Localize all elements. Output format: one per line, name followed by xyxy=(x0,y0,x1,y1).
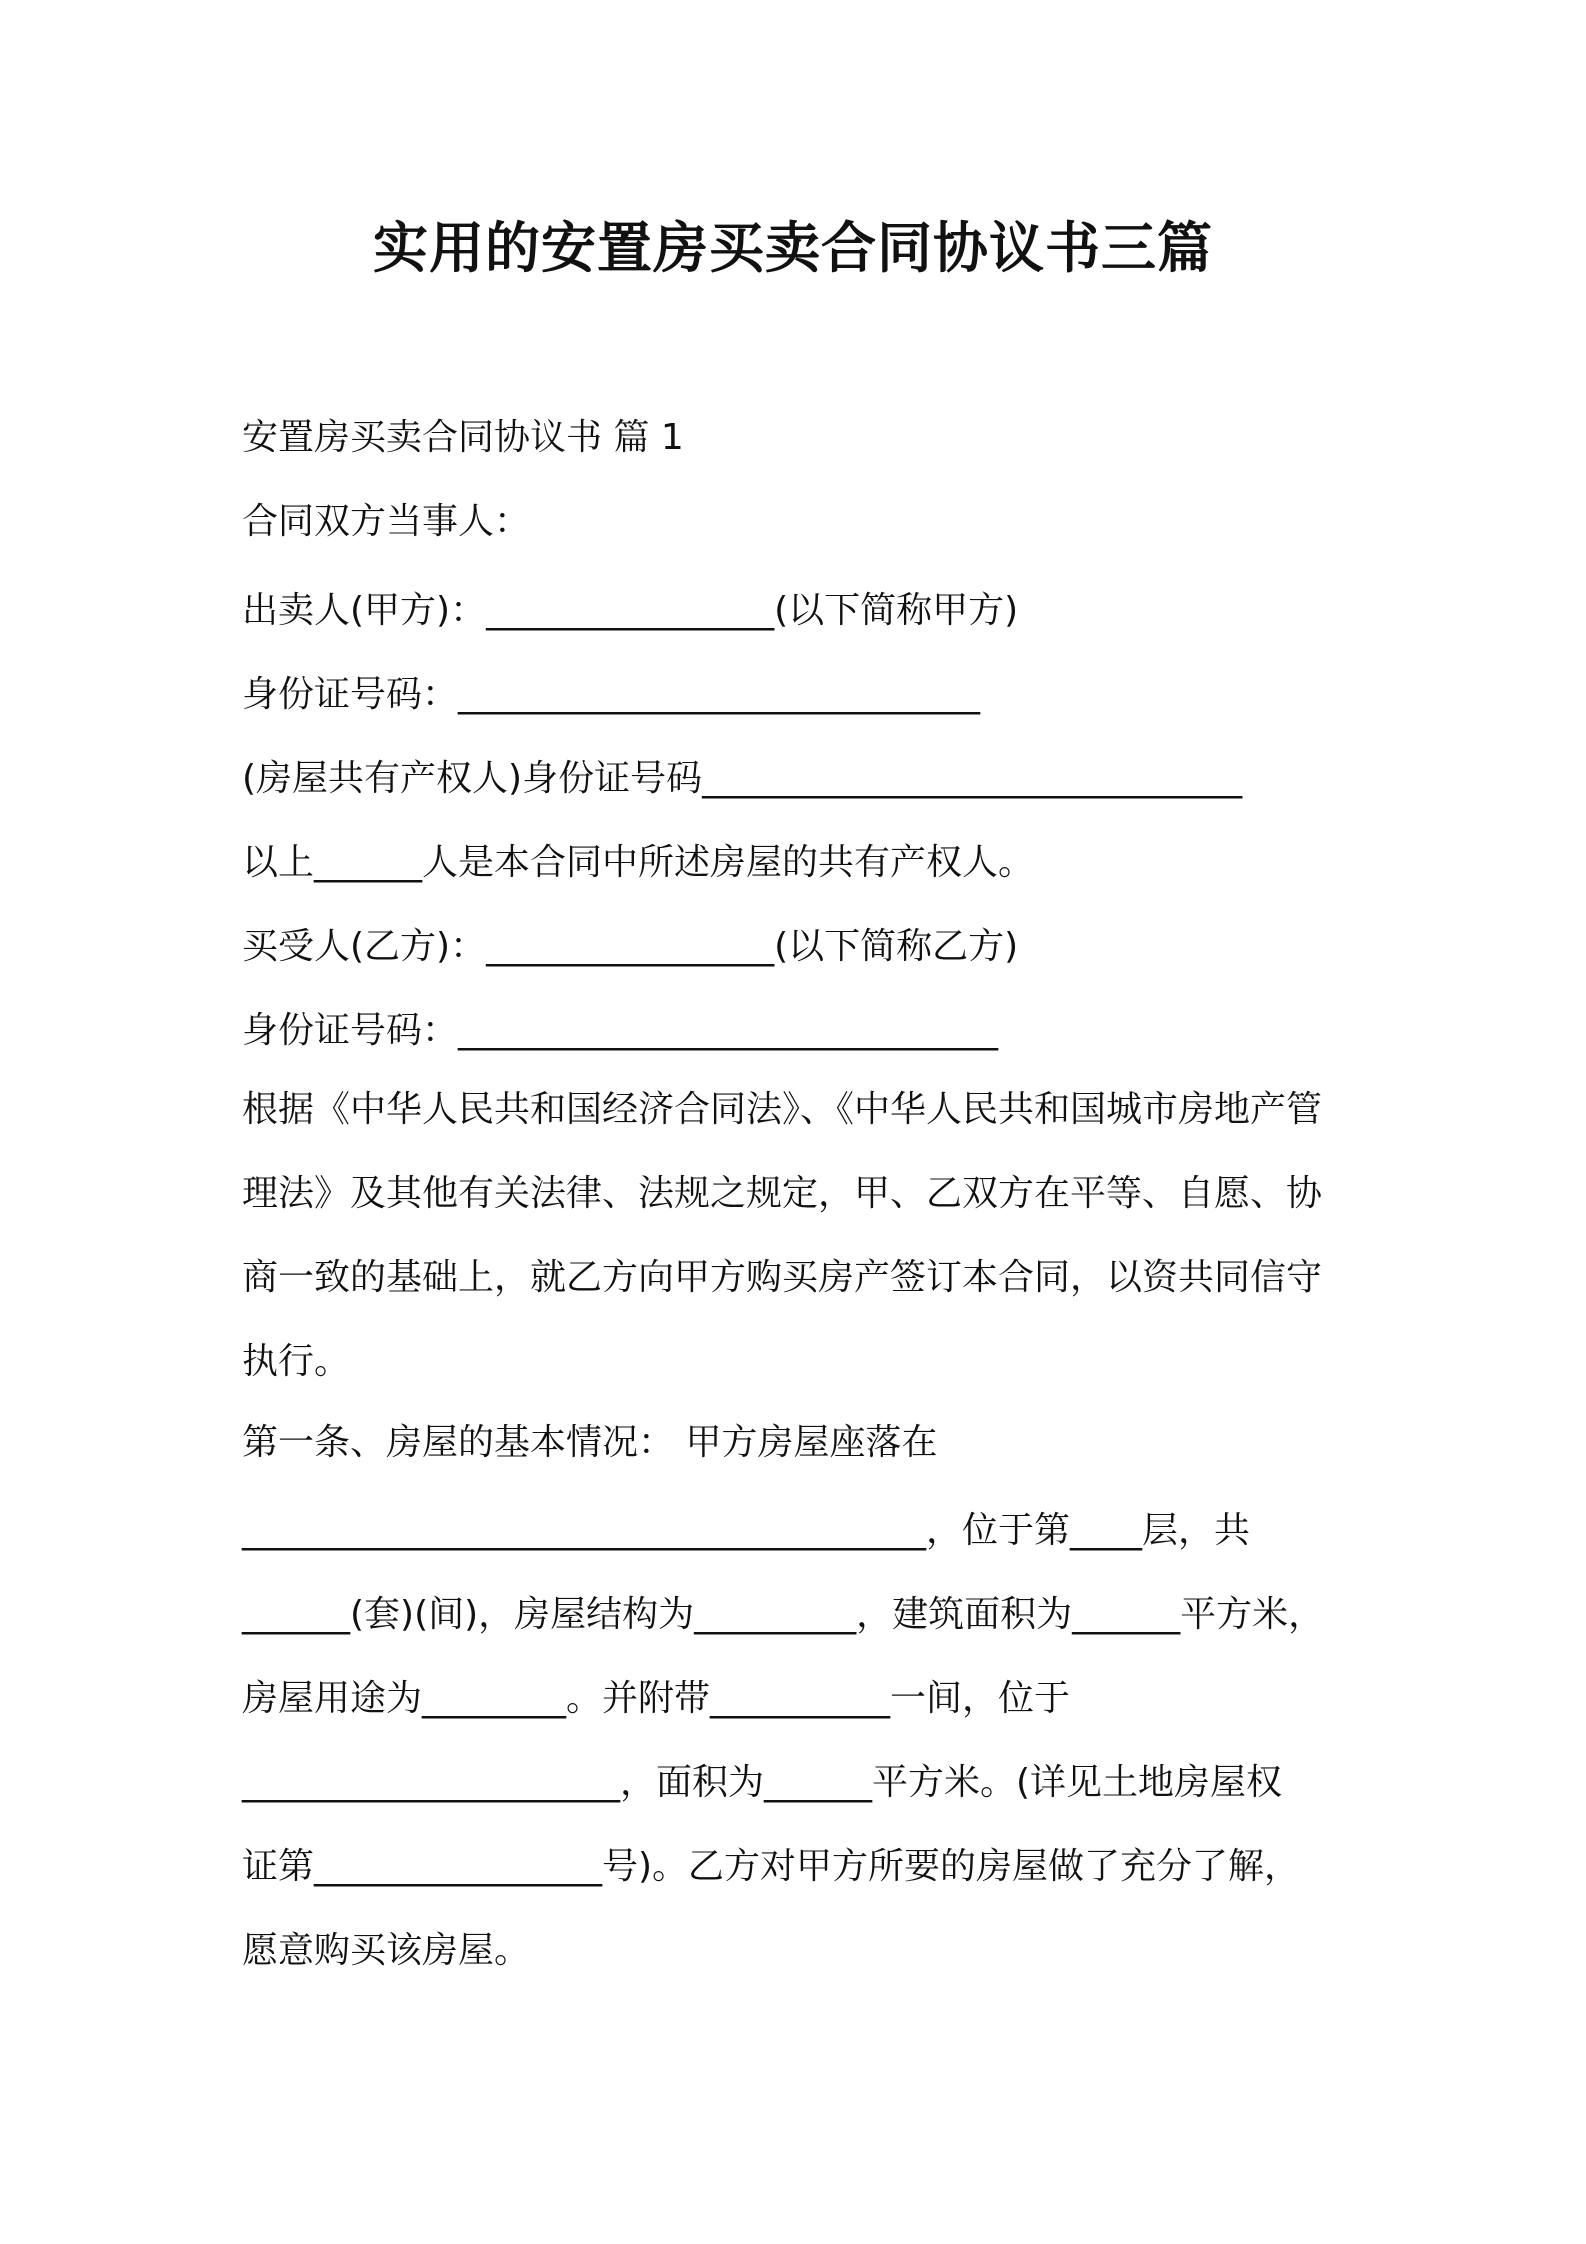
seller-id-line: 身份证号码：_____________________________ xyxy=(242,674,981,715)
preamble-line: 商一致的基础上，就乙方向甲方购买房产签订本合同，以资共同信守 xyxy=(242,1257,1323,1298)
buyer-line: 买受人(乙方)：________________(以下简称乙方) xyxy=(242,926,1019,967)
preamble-line: 根据《中华人民共和国经济合同法》、《中华人民共和国城市房地产管 xyxy=(242,1089,1323,1130)
article1-line: _____________________，面积为______平方米。(详见土地房屋权 xyxy=(242,1762,1283,1803)
article1-line: 房屋用途为________。并附带__________一间，位于 xyxy=(242,1678,1071,1719)
document-title: 实用的安置房买卖合同协议书三篇 xyxy=(372,216,1213,280)
buyer-id-line: 身份证号码：______________________________ xyxy=(242,1010,999,1051)
article1-line: ______(套)(间)，房屋结构为_________，建筑面积为______平方米， xyxy=(242,1594,1325,1635)
article1-paragraph xyxy=(242,1489,1362,1993)
article1-line: 证第________________号)。乙方对甲方所要的房屋做了充分了解， xyxy=(242,1846,1301,1887)
coowner-count-line: 以上______人是本合同中所述房屋的共有产权人。 xyxy=(242,842,1035,883)
preamble-line: 理法》及其他有关法律、法规之规定，甲、乙双方在平等、自愿、协 xyxy=(242,1173,1323,1214)
coowner-id-line: (房屋共有产权人)身份证号码______________________________ xyxy=(242,758,1243,799)
article1-heading: 第一条、房屋的基本情况： 甲方房屋座落在 xyxy=(242,1422,938,1463)
preamble-line: 执行。 xyxy=(242,1341,351,1382)
preamble-paragraph xyxy=(242,1068,1362,1404)
section-heading: 安置房买卖合同协议书 篇 1 xyxy=(242,417,684,458)
seller-line: 出卖人(甲方)：________________(以下简称甲方) xyxy=(242,590,1019,631)
parties-label: 合同双方当事人： xyxy=(242,501,531,542)
article1-line: 愿意购买该房屋。 xyxy=(242,1930,531,1971)
article1-line: ______________________________________，位于第____层，共 xyxy=(242,1510,1251,1551)
